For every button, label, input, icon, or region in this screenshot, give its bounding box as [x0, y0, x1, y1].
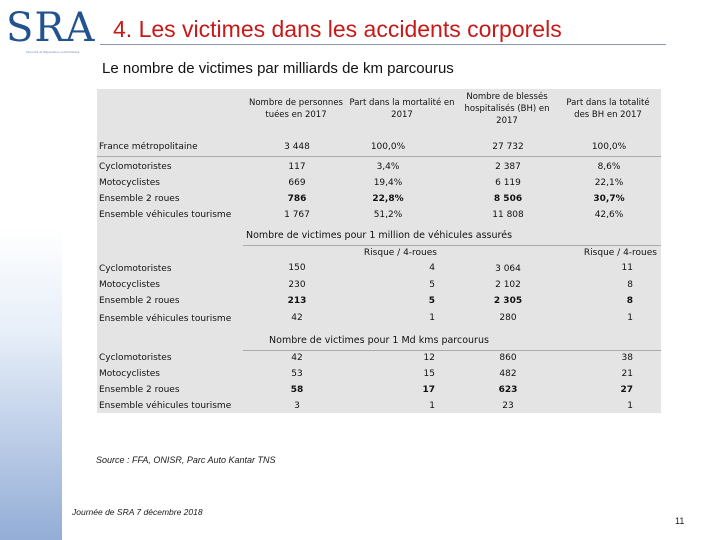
s3-v3-0: 860: [499, 353, 517, 363]
s3-v4-0: 38: [621, 353, 633, 363]
b1-label-1: Motocyclistes: [99, 178, 160, 188]
title-divider: [100, 44, 666, 45]
s2-v4-0: 11: [621, 263, 633, 273]
s3-label-0: Cyclomotoristes: [99, 353, 172, 363]
b1-v4-3: 42,6%: [594, 210, 624, 220]
s2-v2-2: 5: [428, 296, 435, 306]
s2-label-1: Motocyclistes: [99, 280, 160, 290]
header-col3: Nombre de blessés hospitalisés (BH) en 2017: [464, 92, 550, 126]
s3-v2-1: 15: [423, 369, 435, 379]
b1-label-3: Ensemble véhicules tourisme: [99, 210, 232, 220]
s2-v4-1: 8: [627, 280, 633, 290]
s3-v4-2: 27: [620, 385, 633, 395]
logo-tagline: Sécurité et Réparation Automobiles: [26, 50, 80, 54]
s3-label-3: Ensemble véhicules tourisme: [99, 401, 232, 411]
s2-label-2: Ensemble 2 roues: [99, 296, 180, 306]
section3-title: Nombre de victimes pour 1 Md kms parcourus: [269, 335, 489, 346]
s2-label-0: Cyclomotoristes: [99, 264, 172, 274]
b1-v2-3: 51,2%: [373, 210, 403, 220]
victims-table: [97, 89, 661, 413]
s2-label-3: Ensemble véhicules tourisme: [99, 314, 232, 324]
france-v4: 100,0%: [591, 142, 627, 152]
s2-v2-0: 4: [429, 263, 435, 273]
b1-v2-0: 3,4%: [376, 162, 400, 172]
s3-v3-2: 623: [498, 385, 518, 395]
b1-label-0: Cyclomotoristes: [99, 162, 172, 172]
s2-v1-0: 150: [288, 263, 306, 273]
sidebar-gradient: [0, 0, 62, 540]
s2-v4-3: 1: [627, 313, 633, 323]
france-v1: 3 448: [284, 142, 310, 152]
source-note: Source : FFA, ONISR, Parc Auto Kantar TNS: [96, 455, 276, 465]
row-divider: [97, 156, 661, 157]
s2-v3-0: 3 064: [495, 264, 521, 274]
b1-v4-0: 8,6%: [597, 162, 621, 172]
header-col2: Part dans la mortalité en 2017: [349, 98, 455, 120]
b1-v3-1: 6 119: [495, 178, 521, 188]
b1-v3-2: 8 506: [493, 194, 523, 204]
s2-v1-3: 42: [291, 313, 303, 323]
s2-v2-1: 5: [429, 280, 435, 290]
page-number: 11: [675, 516, 685, 526]
footer-event: Journée de SRA 7 décembre 2018: [72, 507, 203, 517]
s2-v1-2: 213: [287, 296, 307, 306]
risk-label-1: Risque / 4-roues: [363, 248, 437, 258]
b1-v2-1: 19,4%: [373, 178, 403, 188]
risk-label-2: Risque / 4-roues: [583, 248, 657, 258]
france-label: France métropolitaine: [99, 142, 198, 152]
s2-v3-1: 2 102: [495, 280, 521, 290]
b1-v4-2: 30,7%: [593, 194, 625, 204]
section2-title: Nombre de victimes pour 1 million de véhicules assurés: [245, 230, 513, 241]
b1-v4-1: 22,1%: [594, 178, 624, 188]
s2-v2-3: 1: [429, 313, 435, 323]
france-v2: 100,0%: [370, 142, 406, 152]
slide-title: 4. Les victimes dans les accidents corporels: [113, 16, 562, 42]
b1-label-2: Ensemble 2 roues: [99, 194, 180, 204]
b1-v1-3: 1 767: [284, 210, 310, 220]
section2-divider: [243, 245, 661, 246]
s3-v1-2: 58: [290, 385, 304, 395]
s2-v3-3: 280: [499, 313, 517, 323]
section3-divider: [243, 350, 661, 351]
s3-v2-3: 1: [429, 401, 435, 411]
b1-v1-2: 786: [287, 194, 307, 204]
s3-v2-2: 17: [422, 385, 435, 395]
s3-v2-0: 12: [423, 353, 435, 363]
s3-v4-1: 21: [621, 369, 633, 379]
b1-v2-2: 22,8%: [372, 194, 404, 204]
b1-v1-1: 669: [288, 178, 306, 188]
s2-v4-2: 8: [626, 296, 633, 306]
s3-v1-0: 42: [291, 353, 303, 363]
b1-v3-3: 11 808: [492, 210, 524, 220]
b1-v3-0: 2 387: [495, 162, 521, 172]
slide-subtitle: Le nombre de victimes par milliards de km parcourus: [102, 60, 454, 77]
s3-label-2: Ensemble 2 roues: [99, 385, 180, 395]
s3-v4-3: 1: [627, 401, 633, 411]
s2-v3-2: 2 305: [493, 296, 523, 306]
s3-v1-1: 53: [291, 369, 303, 379]
s3-v3-3: 23: [502, 401, 514, 411]
s2-v1-1: 230: [288, 280, 306, 290]
s3-v3-1: 482: [499, 369, 517, 379]
france-v3: 27 732: [492, 142, 524, 152]
logo-text: SRA: [6, 5, 96, 51]
header-col4: Part dans la totalité des BH en 2017: [566, 98, 650, 120]
b1-v1-0: 117: [288, 162, 306, 172]
sra-logo: [6, 5, 96, 58]
s3-v1-3: 3: [294, 401, 300, 411]
header-col1: Nombre de personnes tuées en 2017: [249, 98, 343, 120]
s3-label-1: Motocyclistes: [99, 369, 160, 379]
